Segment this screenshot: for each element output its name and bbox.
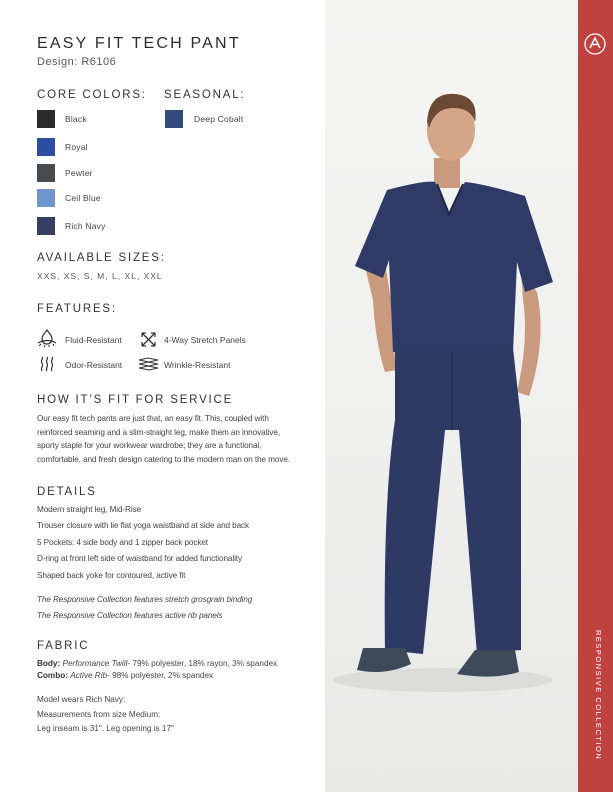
feature-label-stretch: 4-Way Stretch Panels bbox=[164, 335, 246, 345]
fabric-heading: FABRIC bbox=[37, 640, 90, 652]
color-label-deep-cobalt: Deep Cobalt bbox=[194, 114, 244, 124]
detail-line: 5 Pockets: 4 side body and 1 zipper back pocket bbox=[37, 538, 208, 547]
color-label-pewter: Pewter bbox=[65, 168, 93, 178]
color-label-rich-navy: Rich Navy bbox=[65, 221, 106, 231]
detail-line: Trouser closure with lie flat yoga waistband at side and back bbox=[37, 521, 250, 530]
sizes-heading: AVAILABLE SIZES: bbox=[37, 252, 166, 264]
collection-name: RESPONSIVE COLLECTION bbox=[594, 630, 603, 761]
seasonal-heading: SEASONAL: bbox=[164, 89, 246, 101]
page-title: EASY FIT TECH PANT bbox=[37, 35, 241, 52]
feature-label-fluid: Fluid-Resistant bbox=[65, 335, 122, 345]
design-number: Design: R6106 bbox=[37, 56, 117, 68]
model-figure bbox=[325, 0, 578, 792]
sizes-list: XXS, XS, S, M, L, XL, XXL bbox=[37, 271, 163, 281]
fluid-resistant-icon bbox=[36, 329, 58, 349]
feature-label-wrinkle: Wrinkle-Resistant bbox=[164, 360, 231, 370]
model-photo bbox=[325, 0, 578, 792]
color-label-royal: Royal bbox=[65, 142, 88, 152]
stretch-arrows-icon bbox=[140, 331, 157, 348]
fabric-combo bbox=[37, 671, 213, 680]
swatch-ceil-blue bbox=[37, 189, 55, 207]
color-label-ceil-blue: Ceil Blue bbox=[65, 193, 101, 203]
collection-note: The Responsive Collection features active rib panels bbox=[37, 611, 223, 620]
wrinkle-resistant-icon bbox=[138, 357, 159, 373]
fabric-body bbox=[37, 659, 277, 668]
model-note: Leg inseam is 31". Leg opening is 17" bbox=[37, 724, 174, 733]
fabric-combo-composition: - 98% polyester, 2% spandex bbox=[107, 671, 214, 680]
detail-line: D-ring at front left side of waistband for added functionality bbox=[37, 554, 242, 563]
feature-label-odor: Odor-Resistant bbox=[65, 360, 123, 370]
fabric-body-label: Body: bbox=[37, 659, 61, 668]
brand-logo-icon bbox=[584, 33, 606, 55]
swatch-royal bbox=[37, 138, 55, 156]
fit-heading: HOW IT’S FIT FOR SERVICE bbox=[37, 394, 234, 406]
detail-line: Modern straight leg, Mid-Rise bbox=[37, 505, 142, 514]
details-heading: DETAILS bbox=[37, 486, 97, 498]
model-note: Measurements from size Medium: bbox=[37, 710, 161, 719]
odor-resistant-icon bbox=[39, 356, 55, 373]
fabric-combo-label: Combo: bbox=[37, 671, 68, 680]
collection-note: The Responsive Collection features stretch grosgrain binding bbox=[37, 595, 253, 604]
features-heading: FEATURES: bbox=[37, 303, 117, 315]
color-label-black: Black bbox=[65, 114, 87, 124]
model-note: Model wears Rich Navy: bbox=[37, 695, 126, 704]
core-colors-heading: CORE COLORS: bbox=[37, 89, 147, 101]
swatch-black bbox=[37, 110, 55, 128]
swatch-rich-navy bbox=[37, 217, 55, 235]
fit-description: Our easy fit tech pants are just that, an easy fit. This, coupled with reinforced seaming and a slim-straight leg, make them an innovative, sporty staple for your workwear wardrobe; they are a functional, comfortable, and fresh design catering to the modern man on the move. bbox=[37, 414, 290, 464]
swatch-pewter bbox=[37, 164, 55, 182]
fabric-combo-name: Active Rib bbox=[70, 671, 108, 680]
fabric-body-name: Performance Twill bbox=[62, 659, 128, 668]
fabric-body-composition: - 79% polyester, 18% rayon, 3% spandex bbox=[127, 659, 278, 668]
detail-line: Shaped back yoke for contoured, active fit bbox=[37, 571, 186, 580]
swatch-deep-cobalt bbox=[165, 110, 183, 128]
